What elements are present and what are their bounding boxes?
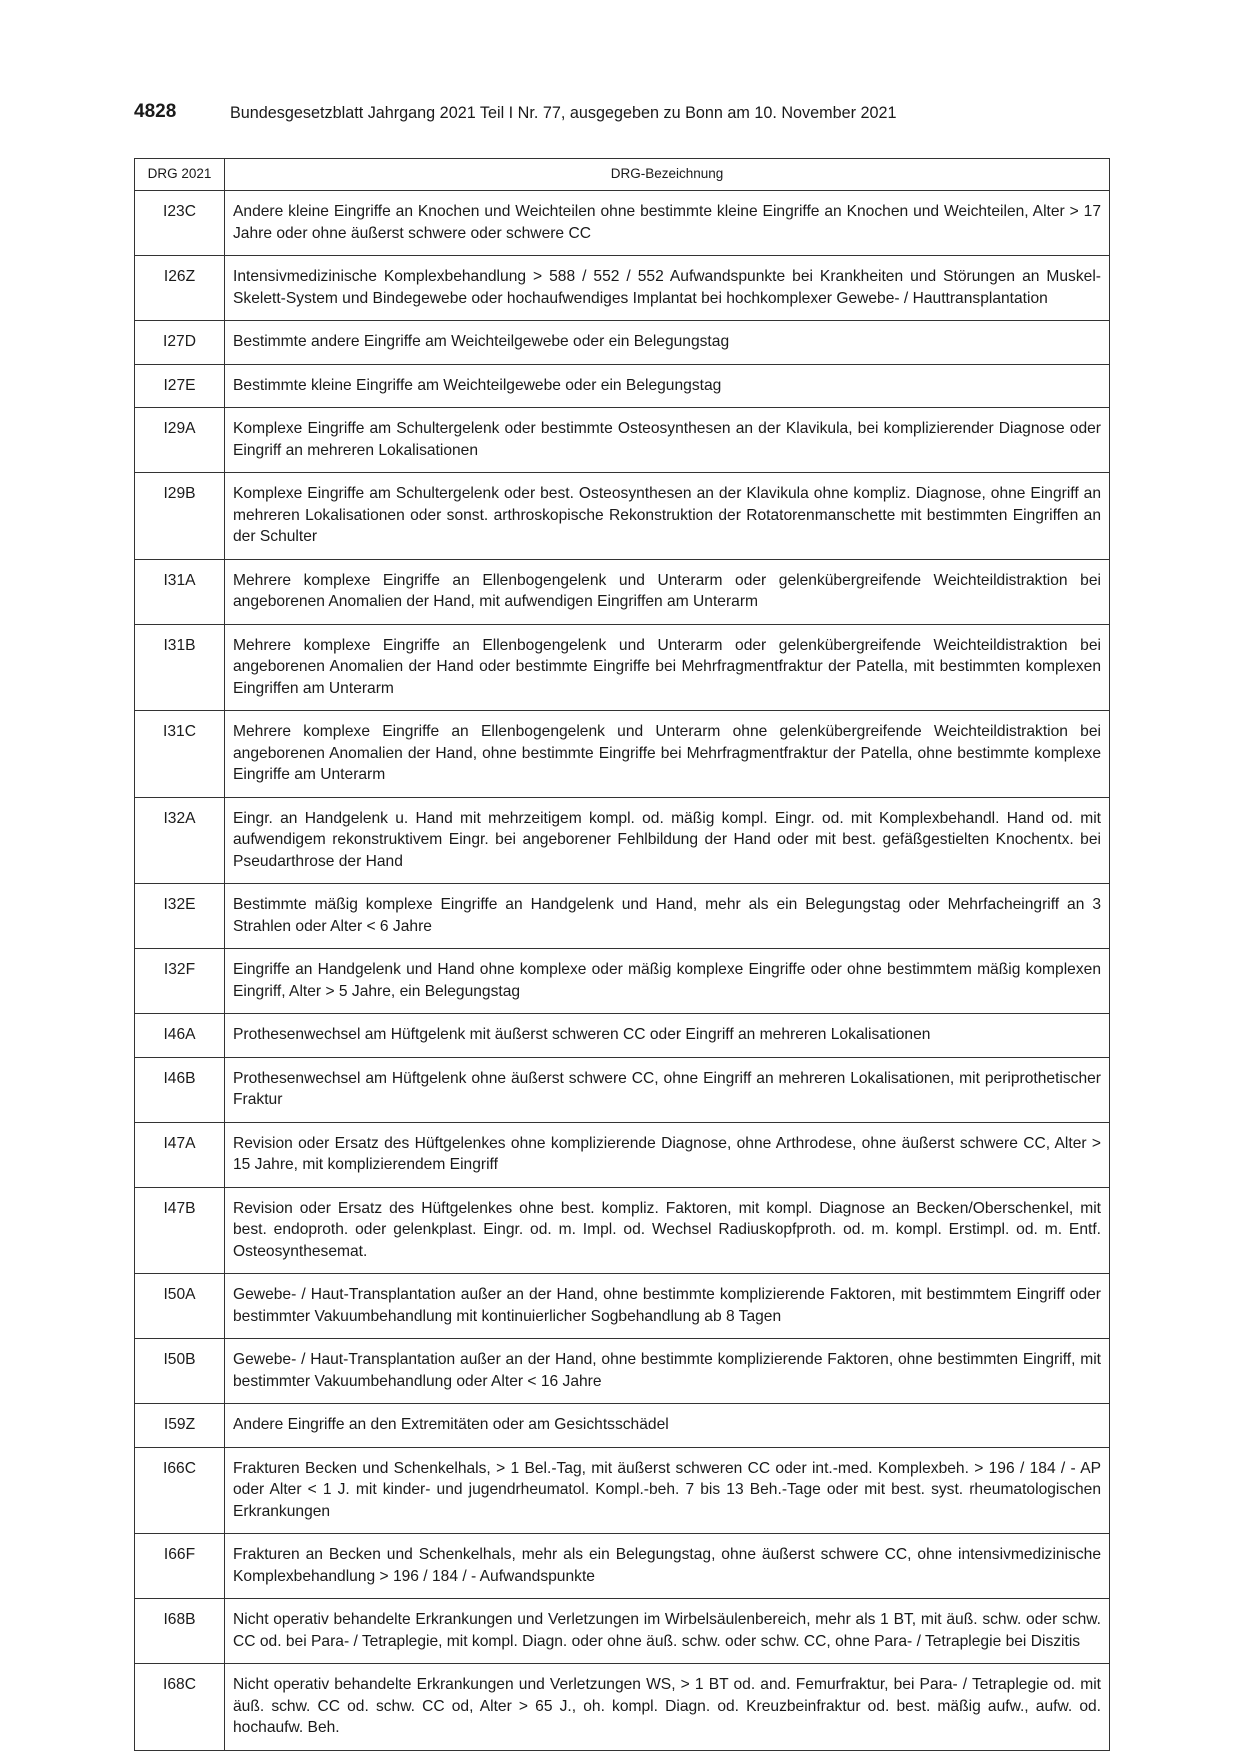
table-row (135, 884, 1110, 949)
table-row (135, 408, 1110, 473)
column-header-code: DRG 2021 (135, 159, 225, 191)
table-row (135, 1534, 1110, 1599)
drg-description: Nicht operativ behandelte Erkrankungen und Verletzungen WS, > 1 BT od. and. Femurfraktur, bei Para- / Tetraplegie od. mit äuß. schw. CC od. schw. CC od, Alter > 65 J., oh. kompl. Diagn. od. Kreuzbeinfraktur od. best. mäßig aufw., aufw. od. hochaufw. Beh. (225, 1664, 1110, 1751)
table-row (135, 1664, 1110, 1751)
drg-description: Frakturen an Becken und Schenkelhals, mehr als ein Belegungstag, ohne äußerst schwere CC, ohne intensivmedizinische Komplexbehandlung > 196 / 184 / - Aufwandspunkte (225, 1534, 1110, 1599)
drg-code: I50A (135, 1274, 225, 1339)
drg-code: I27E (135, 364, 225, 408)
drg-code: I66C (135, 1447, 225, 1534)
table-row (135, 711, 1110, 798)
drg-code: I46B (135, 1057, 225, 1122)
table-row (135, 1274, 1110, 1339)
drg-code: I68C (135, 1664, 225, 1751)
drg-description: Nicht operativ behandelte Erkrankungen und Verletzungen im Wirbelsäulenbereich, mehr als 1 BT, mit äuß. schw. oder schw. CC od. bei Para- / Tetraplegie, mit kompl. Diagn. oder ohne äuß. schw. oder schw. CC, ohne Para- / Tetraplegie bei Diszitis (225, 1599, 1110, 1664)
table-row (135, 1014, 1110, 1058)
table-body (135, 191, 1110, 1751)
drg-description: Revision oder Ersatz des Hüftgelenkes ohne best. kompliz. Faktoren, mit kompl. Diagnose an Becken/​Oberschenkel, mit best. endoproth. oder gelenkplast. Eingr. od. m. Impl. od. Wechsel Radiuskopfproth. od. m. kompl. Erstimpl. od. m. Entf. Osteosynthesemat. (225, 1187, 1110, 1274)
drg-description: Eingr. an Handgelenk u. Hand mit mehrzeitigem kompl. od. mäßig kompl. Eingr. od. mit Komplexbehandl. Hand od. mit aufwendigem rekonstruktivem Eingr. bei angeborener Fehlbildung der Hand oder mit best. gefäßgestielten Knochentx. bei Pseudarthrose der Hand (225, 797, 1110, 884)
drg-code: I26Z (135, 256, 225, 321)
drg-code: I47A (135, 1122, 225, 1187)
drg-code: I50B (135, 1339, 225, 1404)
drg-code: I29B (135, 473, 225, 560)
table-row (135, 1404, 1110, 1448)
drg-code: I47B (135, 1187, 225, 1274)
drg-description: Revision oder Ersatz des Hüftgelenkes ohne komplizierende Diagnose, ohne Arthrodese, ohne äußerst schwere CC, Alter > 15 Jahre, mit komplizierendem Eingriff (225, 1122, 1110, 1187)
drg-code: I31A (135, 559, 225, 624)
drg-description: Intensivmedizinische Komplexbehandlung > 588 / 552 / 552 Aufwandspunkte bei Krankheiten und Störungen an Muskel-Skelett-System und Bindegewebe oder hochaufwendiges Implantat bei hochkomplexer Gewebe- / Hauttransplantation (225, 256, 1110, 321)
table-row (135, 191, 1110, 256)
drg-code: I32F (135, 949, 225, 1014)
table-row (135, 256, 1110, 321)
drg-code: I66F (135, 1534, 225, 1599)
drg-code: I32A (135, 797, 225, 884)
table-row (135, 364, 1110, 408)
drg-description: Mehrere komplexe Eingriffe an Ellenbogengelenk und Unterarm ohne gelenkübergreifende Weichteildistraktion bei angeborenen Anomalien der Hand, ohne bestimmte Eingriffe bei Mehrfragmentfraktur der Patella, ohne bestimmte komplexe Eingriffe am Unterarm (225, 711, 1110, 798)
table-header-row (135, 159, 1110, 191)
drg-description: Eingriffe an Handgelenk und Hand ohne komplexe oder mäßig komplexe Eingriffe oder ohne bestimmtem mäßig komplexen Eingriff, Alter > 5 Jahre, ein Belegungstag (225, 949, 1110, 1014)
drg-code: I46A (135, 1014, 225, 1058)
column-header-description: DRG-Bezeichnung (225, 159, 1110, 191)
table-row (135, 559, 1110, 624)
drg-description: Prothesenwechsel am Hüftgelenk mit äußerst schweren CC oder Eingriff an mehreren Lokalisationen (225, 1014, 1110, 1058)
table-row (135, 473, 1110, 560)
drg-code: I68B (135, 1599, 225, 1664)
drg-table (134, 158, 1110, 1751)
drg-description: Andere kleine Eingriffe an Knochen und Weichteilen ohne bestimmte kleine Eingriffe an Knochen und Weichteilen, Alter > 17 Jahre oder ohne äußerst schwere oder schwere CC (225, 191, 1110, 256)
drg-description: Frakturen Becken und Schenkelhals, > 1 Bel.-Tag, mit äußerst schweren CC oder int.-med. Komplexbeh. > 196 / 184 / - AP oder Alter < 1 J. mit kinder- und jugendrheumatol. Kompl.-beh. 7 bis 13 Beh.-​Tage oder mit best. syst. rheumatologischen Erkrankungen (225, 1447, 1110, 1534)
table-row (135, 1057, 1110, 1122)
drg-description: Komplexe Eingriffe am Schultergelenk oder best. Osteosynthesen an der Klavikula ohne kompliz. Diagnose, ohne Eingriff an mehreren Lokalisationen oder sonst. arthroskopische Rekonstruktion der Rotatorenmanschette mit bestimmten Eingriffen an der Schulter (225, 473, 1110, 560)
drg-code: I31C (135, 711, 225, 798)
table-row (135, 949, 1110, 1014)
drg-description: Gewebe- / Haut-Transplantation außer an der Hand, ohne bestimmte komplizierende Faktoren, ohne bestimmten Eingriff, mit bestimmter Vakuumbehandlung oder Alter < 16 Jahre (225, 1339, 1110, 1404)
table-row (135, 1122, 1110, 1187)
drg-description: Bestimmte kleine Eingriffe am Weichteilgewebe oder ein Belegungstag (225, 364, 1110, 408)
table-row (135, 1339, 1110, 1404)
drg-code: I27D (135, 321, 225, 365)
drg-code: I29A (135, 408, 225, 473)
publication-title: Bundesgesetzblatt Jahrgang 2021 Teil I Nr. 77, ausgegeben zu Bonn am 10. November 2021 (230, 104, 897, 122)
drg-description: Mehrere komplexe Eingriffe an Ellenbogengelenk und Unterarm oder gelenkübergreifende Weichteildistraktion bei angeborenen Anomalien der Hand, mit aufwendigen Eingriffen am Unterarm (225, 559, 1110, 624)
table-row (135, 624, 1110, 711)
page-number: 4828 (134, 101, 177, 122)
drg-code: I59Z (135, 1404, 225, 1448)
drg-description: Bestimmte mäßig komplexe Eingriffe an Handgelenk und Hand, mehr als ein Belegungstag oder Mehrfacheingriff an 3 Strahlen oder Alter < 6 Jahre (225, 884, 1110, 949)
drg-description: Mehrere komplexe Eingriffe an Ellenbogengelenk und Unterarm oder gelenkübergreifende Weichteildistraktion bei angeborenen Anomalien der Hand oder bestimmte Eingriffe bei Mehrfragmentfraktur der Patella, mit bestimmten komplexen Eingriffen am Unterarm (225, 624, 1110, 711)
table-row (135, 797, 1110, 884)
drg-description: Komplexe Eingriffe am Schultergelenk oder bestimmte Osteosynthesen an der Klavikula, bei komplizierender Diagnose oder Eingriff an mehreren Lokalisationen (225, 408, 1110, 473)
page-header (134, 100, 1121, 126)
table-row (135, 1599, 1110, 1664)
drg-description: Prothesenwechsel am Hüftgelenk ohne äußerst schwere CC, ohne Eingriff an mehreren Lokalisationen, mit periprothetischer Fraktur (225, 1057, 1110, 1122)
drg-code: I31B (135, 624, 225, 711)
table-row (135, 1187, 1110, 1274)
drg-description: Andere Eingriffe an den Extremitäten oder am Gesichtsschädel (225, 1404, 1110, 1448)
table-row (135, 1447, 1110, 1534)
drg-description: Bestimmte andere Eingriffe am Weichteilgewebe oder ein Belegungstag (225, 321, 1110, 365)
table-row (135, 321, 1110, 365)
drg-code: I23C (135, 191, 225, 256)
drg-code: I32E (135, 884, 225, 949)
drg-description: Gewebe- / Haut-Transplantation außer an der Hand, ohne bestimmte komplizierende Faktoren, mit bestimmtem Eingriff oder bestimmter Vakuumbehandlung mit kontinuierlicher Sogbehandlung ab 8 Tagen (225, 1274, 1110, 1339)
